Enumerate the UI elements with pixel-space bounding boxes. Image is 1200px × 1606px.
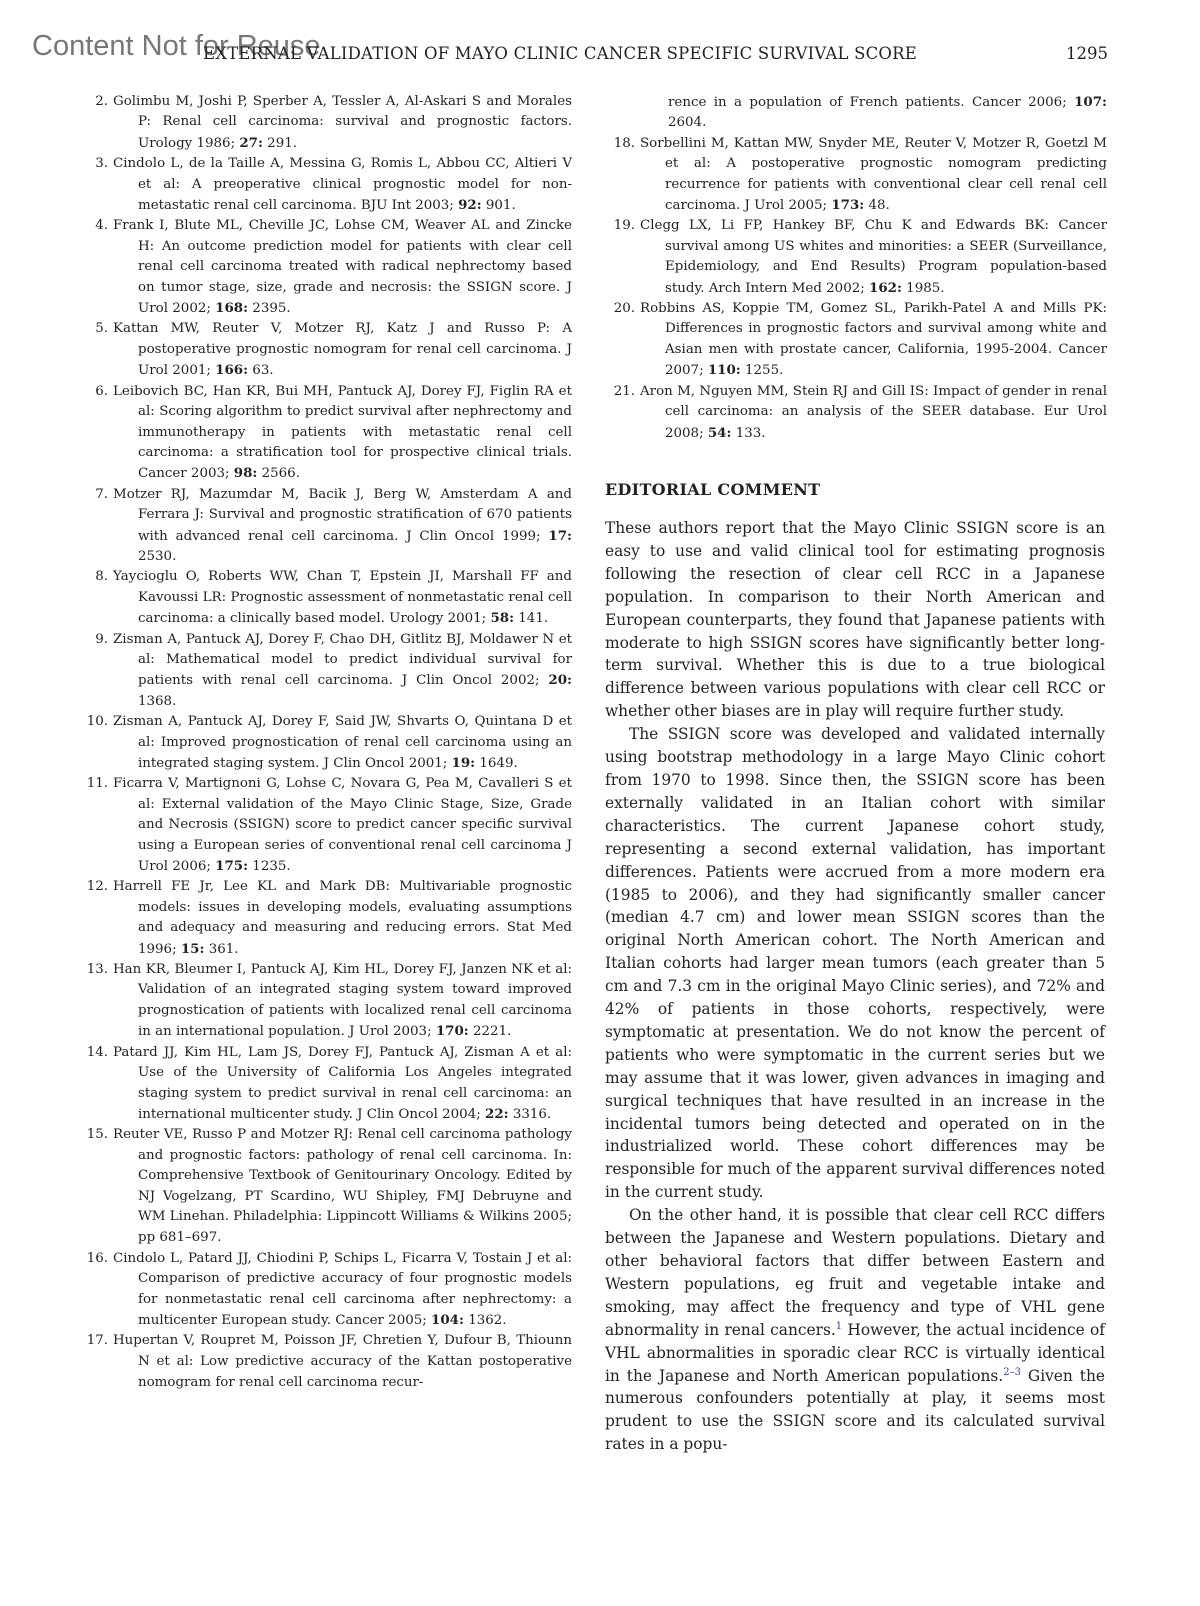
reference-item [78,774,572,877]
reference-text: Zisman A, Pantuck AJ, Dorey F, Said JW, Shvarts O, Quintana D et al: Improved prognostication of renal cell carcinoma using an integrated staging system. J Clin Oncol 2001; 19: 1649. [113,714,572,771]
reference-text: Kattan MW, Reuter V, Motzer RJ, Katz J and Russo P: A postoperative prognostic nomogram for renal cell carcinoma. J Urol 2001; 166: 63. [113,321,572,379]
reference-number: 20. [613,301,635,317]
reference-number: 15. [86,1127,108,1143]
reference-number: 5. [95,321,108,337]
reference-item [78,92,572,154]
reference-text: Harrell FE Jr, Lee KL and Mark DB: Multivariable prognostic models: issues in developing models, evaluating assumptions and adequacy and measuring and reducing errors. Stat Med 1996; 15: 361. [113,879,572,957]
reference-number: 7. [95,486,108,502]
reference-item [78,960,572,1043]
reference-number: 19. [613,218,635,234]
reference-item [78,154,572,216]
reference-text: Motzer RJ, Mazumdar M, Bacik J, Berg W, Amsterdam A and Ferrara J: Survival and prognostic stratification of 670 patients with advanced renal cell carcinoma. J Clin Oncol 1999; 17: 2530. [113,486,572,564]
reference-item [78,630,572,713]
reference-text: Sorbellini M, Kattan MW, Snyder ME, Reuter V, Motzer R, Goetzl M et al: A postoperative prognostic nomogram predicting recurrence for patients with conventional clear cell renal cell carcinoma. J Urol 2005; 173: 48. [640,135,1107,214]
reference-text: Patard JJ, Kim HL, Lam JS, Dorey FJ, Pantuck AJ, Zisman A et al: Use of the University of California Los Angeles integrated staging system to predict survival in renal cell carcinoma: an international multicenter study. J Clin Oncol 2004; 22: 3316. [113,1044,572,1122]
reference-number: 16. [86,1250,108,1266]
reference-number: 14. [86,1044,108,1060]
reference-item [605,216,1107,299]
reference-item [78,877,572,960]
page-number: 1295 [1066,44,1108,63]
reference-text: Han KR, Bleumer I, Pantuck AJ, Kim HL, Dorey FJ, Janzen NK et al: Validation of an integrated staging system toward improved prognostication of patients with localized renal cell carcinoma in an international population. J Urol 2003; 170: 2221. [113,962,572,1040]
editorial-paragraph: On the other hand, it is possible that clear cell RCC differs between the Japanese and Western populations. Dietary and other behavioral factors that differ between Eastern and Western populations, eg fruit and vegetable intake and smoking, may affect the frequency and type of VHL gene abnormality in renal cancers.$^1$ However, the actual incidence of VHL abnormalities in sporadic clear RCC is virtually identical in the Japanese and North American populations.$^{2-3}$ Given the numerous confounders potentially at play, it seems most prudent to use the SSIGN score and its calculated survival rates in a popu- [605,1206,1105,1454]
reference-text: Cindolo L, de la Taille A, Messina G, Romis L, Abbou CC, Altieri V et al: A preoperative clinical prognostic model for non-metastatic renal cell carcinoma. BJU Int 2003; 92: 901. [113,156,572,214]
editorial-paragraph: The SSIGN score was developed and validated internally using bootstrap methodology in a large Mayo Clinic cohort from 1970 to 1998. Since then, the SSIGN score has been externally validated in an Italian cohort with similar characteristics. The current Japanese cohort study, representing a second external validation, has important differences. Patients were accrued from a more modern era (1985 to 2006), and they had significantly smaller cancer (median 4.7 cm) and lower mean SSIGN scores than the original North American cohort. The North American and Italian cohorts had larger mean tumors (each greater than 5 cm and 7.3 cm in the original Mayo Clinic series), and 72% and 42% of patients in those cohorts, respectively, were symptomatic at presentation. We do not know the percent of patients who were symptomatic in the current series but we may assume that it was lower, given advances in imaging and surgical techniques that have resulted in an increase in the incidental tumors being detected and operated on in the industrialized world. These cohort differences may be responsible for much of the apparent survival differences noted in the current study. [605,725,1105,1202]
running-title: EXTERNAL VALIDATION OF MAYO CLINIC CANCER SPECIFIC SURVIVAL SCORE [203,44,917,63]
reference-text: Aron M, Nguyen MM, Stein RJ and Gill IS: Impact of gender in renal cell carcinoma: an analysis of the SEER database. Eur Urol 2008; 54: 133. [640,383,1107,441]
reference-number: 3. [95,156,108,172]
reference-text: Zisman A, Pantuck AJ, Dorey F, Chao DH, Gitlitz BJ, Moldawer N et al: Mathematical model to predict individual survival for patients with renal cell carcinoma. J Clin Oncol 2002; 20: 1368. [113,631,572,709]
reference-number: 17. [86,1333,108,1349]
reference-item [78,485,572,568]
reference-item [78,712,572,774]
reference-text: Frank I, Blute ML, Cheville JC, Lohse CM, Weaver AL and Zincke H: An outcome prediction model for patients with clear cell renal cell carcinoma treated with radical nephrectomy based on tumor stage, size, grade and necrosis: the SSIGN score. J Urol 2002; 168: 2395. [113,218,572,317]
reference-text: Clegg LX, Li FP, Hankey BF, Chu K and Edwards BK: Cancer survival among US whites and minorities: a SEER (Surveillance, Epidemiology, and End Results) Program population-based study. Arch Intern Med 2002; 162: 1985. [640,218,1107,296]
editorial-paragraph: These authors report that the Mayo Clinic SSIGN score is an easy to use and valid clinical tool for estimating prognosis following the resection of clear cell RCC in a Japanese population. In comparison to their North American and European counterparts, they found that Japanese patients with moderate to high SSIGN scores have significantly better long-term survival. Whether this is due to a true biological difference between various populations with clear cell RCC or whether other biases are in play will require further study. [605,519,1105,721]
reference-item [605,299,1107,382]
citation-link[interactable]: 1 [835,1320,843,1332]
reference-text: Robbins AS, Koppie TM, Gomez SL, Parikh-Patel A and Mills PK: Differences in prognostic factors and survival among white and Asian men with prostate cancer, California, 1995-2004. Cancer 2007; 110: 1255. [640,301,1107,379]
citation-link[interactable]: 2–3 [1003,1366,1021,1378]
reference-text: Golimbu M, Joshi P, Sperber A, Tessler A, Al-Askari S and Morales P: Renal cell carcinoma: survival and prognostic factors. Urology 1986; 27: 291. [113,94,572,151]
reference-item [78,1125,572,1248]
reference-item [78,1043,572,1126]
reference-number: 8. [95,569,108,585]
reference-item [605,134,1107,217]
reference-item [78,1331,572,1393]
reference-text: Cindolo L, Patard JJ, Chiodini P, Schips L, Ficarra V, Tostain J et al: Comparison of predictive accuracy of four prognostic models for nonmetastatic renal cell carcinoma after nephrectomy: a multicenter European study. Cancer 2005; 104: 1362. [113,1250,572,1328]
references-left-column [78,92,572,1394]
reference-number: 11. [86,776,108,792]
reference-text: Leibovich BC, Han KR, Bui MH, Pantuck AJ, Dorey FJ, Figlin RA et al: Scoring algorithm to predict survival after nephrectomy and immunotherapy in patients with metastatic renal cell carcinoma: a stratification tool for prospective clinical trials. Cancer 2003; 98: 2566. [113,383,572,482]
reference-number: 13. [86,962,108,978]
reference-number: 9. [95,631,108,647]
reference-item [78,319,572,381]
reference-number: 21. [613,383,635,399]
reference-number: 6. [95,383,108,399]
reference-number: 10. [86,714,108,730]
reference-item [605,382,1107,444]
watermark: Content Not for Reuse [32,30,321,62]
reference-number: 18. [613,135,635,151]
editorial-comment [605,480,1105,1456]
reference-number: 2. [95,94,108,109]
reference-text: Reuter VE, Russo P and Motzer RJ: Renal cell carcinoma pathology and prognostic factors: pathology of renal cell carcinoma. In: Comprehensive Textbook of Genitourinary Oncology. Edited by NJ Vogelzang, PT Scardino, WU Shipley, FMJ Debruyne and WM Linehan. Philadelphia: Lippincott Williams & Wilkins 2005; pp 681–697. [113,1127,572,1246]
reference-item [78,382,572,485]
reference-item [78,216,572,319]
reference-number: 4. [95,218,108,234]
references-right-column [605,92,1107,444]
reference-number: 12. [86,879,108,895]
reference-item [78,1249,572,1332]
reference-text: Hupertan V, Roupret M, Poisson JF, Chretien Y, Dufour B, Thiounn N et al: Low predictive accuracy of the Kattan postoperative nomogram for renal cell carcinoma recur- [113,1333,572,1391]
editorial-heading: EDITORIAL COMMENT [605,480,821,499]
reference-item [78,567,572,629]
reference-17-continued: rence in a population of French patients. Cancer 2006; 107: 2604. [668,94,1107,131]
reference-text: Yaycioglu O, Roberts WW, Chan T, Epstein JI, Marshall FF and Kavoussi LR: Prognostic assessment of nonmetastatic renal cell carcinoma: a clinically based model. Urology 2001; 58: 141. [113,569,572,627]
reference-text: Ficarra V, Martignoni G, Lohse C, Novara G, Pea M, Cavalleri S et al: External validation of the Mayo Clinic Stage, Size, Grade and Necrosis (SSIGN) score to predict cancer specific survival using a European series of conventional renal cell carcinoma J Urol 2006; 175: 1235. [113,776,572,875]
